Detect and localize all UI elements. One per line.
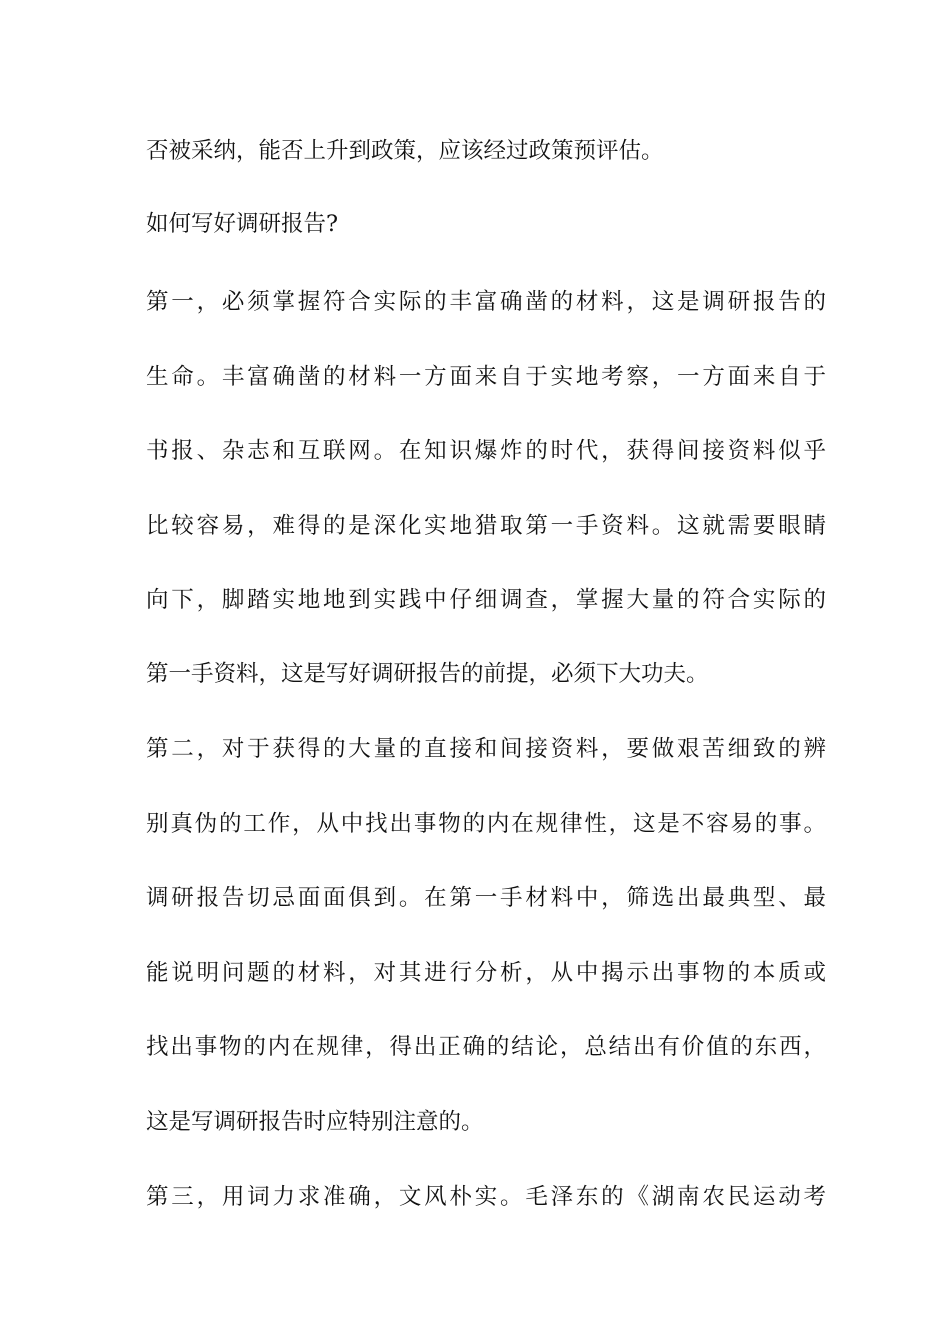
text-line: 生命。丰富确凿的材料一方面来自于实地考察，一方面来自于: [146, 364, 826, 390]
text-line: 书报、杂志和互联网。在知识爆炸的时代，获得间接资料似乎: [146, 438, 826, 464]
text-line: 比较容易，难得的是深化实地猎取第一手资料。这就需要眼睛: [146, 513, 826, 539]
text-line: 否被采纳，能否上升到政策，应该经过政策预评估。: [146, 138, 664, 164]
section-heading: 如何写好调研报告?: [146, 211, 339, 237]
text-line: 向下，脚踏实地地到实践中仔细调查，掌握大量的符合实际的: [146, 587, 826, 613]
text-line: 别真伪的工作，从中找出事物的内在规律性，这是不容易的事。: [146, 811, 826, 837]
text-line: 第一手资料，这是写好调研报告的前提，必须下大功夫。: [146, 661, 709, 687]
text-line: 第一，必须掌握符合实际的丰富确凿的材料，这是调研报告的: [146, 289, 826, 315]
text-line: 能说明问题的材料，对其进行分析，从中揭示出事物的本质或: [146, 960, 826, 986]
text-line: 第三，用词力求准确，文风朴实。毛泽东的《湖南农民运动考: [146, 1184, 826, 1210]
text-line: 这是写调研报告时应特别注意的。: [146, 1109, 484, 1135]
text-line: 第二，对于获得的大量的直接和间接资料，要做艰苦细致的辨: [146, 736, 826, 762]
text-line: 调研报告切忌面面俱到。在第一手材料中，筛选出最典型、最: [146, 885, 826, 911]
text-line: 找出事物的内在规律，得出正确的结论，总结出有价值的东西，: [146, 1034, 826, 1060]
